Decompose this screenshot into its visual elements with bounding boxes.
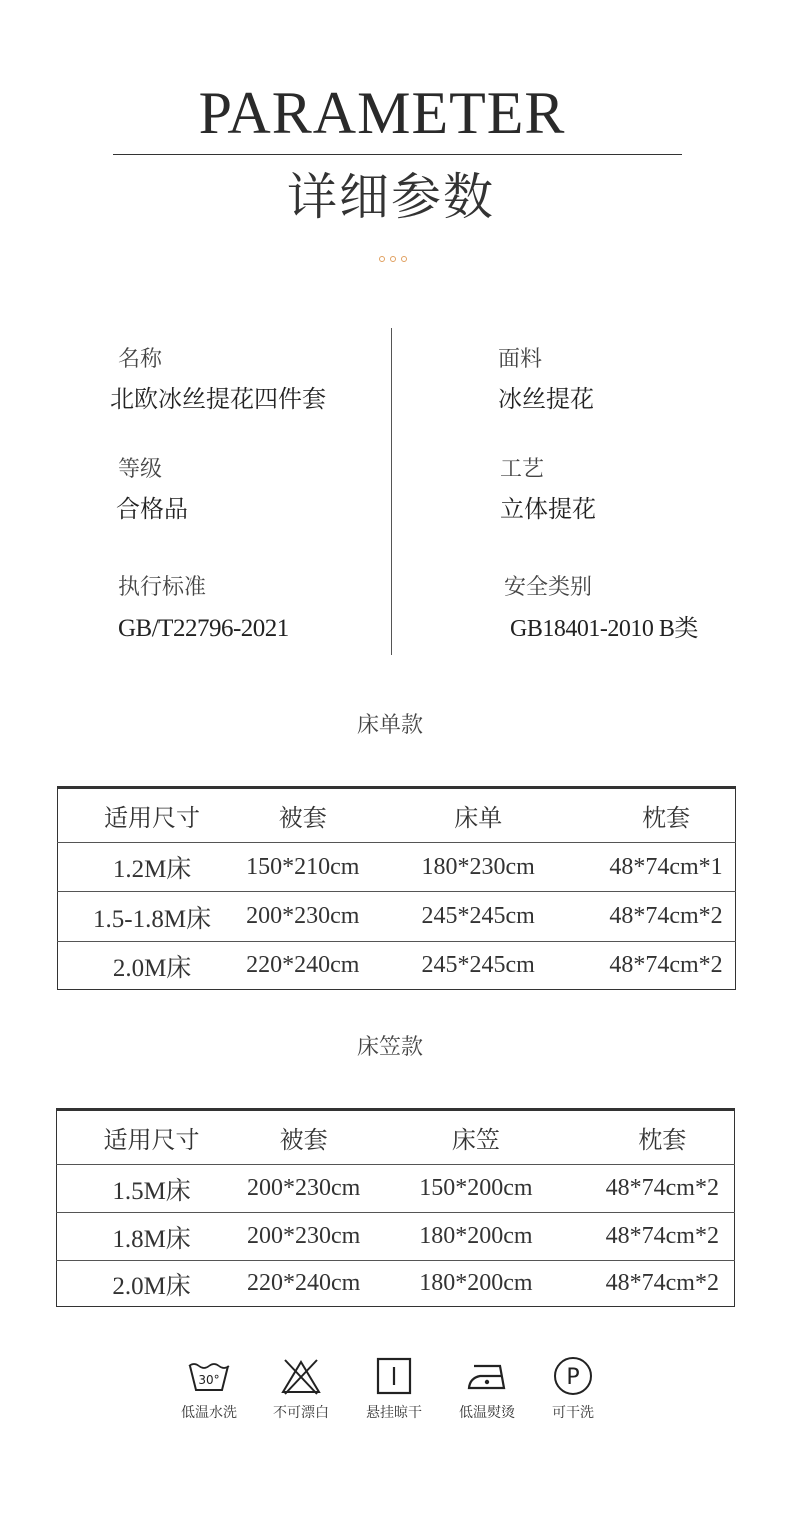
table-header-cell: 适用尺寸 <box>103 1126 200 1154</box>
spec-table-sheet <box>57 786 736 990</box>
page-title-en: PARAMETER <box>198 80 566 146</box>
care-label: 低温熨烫 <box>459 1405 515 1421</box>
param-grade <box>118 456 188 524</box>
param-craft <box>500 456 596 524</box>
table-cell: 150*200cm <box>361 1165 591 1213</box>
spec-table-fitted <box>56 1108 735 1307</box>
dot-icon <box>401 256 407 262</box>
care-label: 低温水洗 <box>181 1405 237 1421</box>
dry-clean-p-icon <box>550 1356 596 1396</box>
care-label: 可干洗 <box>552 1405 594 1421</box>
table-cell: 48*74cm*2 <box>591 1213 735 1261</box>
care-item-dry <box>349 1356 439 1422</box>
page-title-zh: 详细参数 <box>287 168 495 226</box>
section-title-sheet: 床单款 <box>356 713 423 738</box>
table-cell: 48*74cm*2 <box>597 942 736 990</box>
table-cell: 245*245cm <box>359 942 597 990</box>
table-cell: 2.0M床 <box>58 942 247 990</box>
param-value: GB/T22796-2021 <box>118 615 289 642</box>
table-header-cell: 被套 <box>278 804 327 832</box>
param-label: 工艺 <box>500 457 545 482</box>
param-label: 安全类别 <box>504 575 593 600</box>
care-instructions <box>0 1356 790 1436</box>
table-cell: 245*245cm <box>359 892 597 942</box>
table-cell: 150*210cm <box>246 843 359 892</box>
table-row <box>58 942 736 990</box>
table-cell: 1.8M床 <box>57 1213 247 1261</box>
table-cell: 48*74cm*1 <box>597 843 736 892</box>
care-item-iron <box>442 1356 532 1422</box>
table-header-cell: 适用尺寸 <box>104 804 201 832</box>
table-row <box>58 843 736 892</box>
table-row <box>57 1165 735 1213</box>
table-header-cell: 床笠 <box>451 1126 500 1154</box>
wash-30-icon <box>186 1356 232 1396</box>
param-value: GB18401-2010 B类 <box>510 616 698 642</box>
care-item-wash <box>164 1356 254 1422</box>
no-bleach-icon <box>278 1356 324 1396</box>
table-cell: 1.2M床 <box>58 843 247 892</box>
table-cell: 220*240cm <box>246 1261 361 1307</box>
dry-clean-letter: P <box>566 1365 580 1390</box>
param-value: 立体提花 <box>500 495 596 523</box>
param-value: 合格品 <box>116 495 188 523</box>
param-label: 等级 <box>118 457 163 482</box>
care-label: 不可漂白 <box>273 1405 329 1421</box>
table-row <box>58 892 736 942</box>
dot-icon <box>390 256 396 262</box>
dot-icon <box>379 256 385 262</box>
care-label: 悬挂晾干 <box>366 1405 422 1421</box>
table-cell: 1.5-1.8M床 <box>58 892 247 942</box>
table-cell: 200*230cm <box>246 1213 361 1261</box>
table-row <box>57 1213 735 1261</box>
param-divider <box>391 328 392 655</box>
table-cell: 200*230cm <box>246 1165 361 1213</box>
table-header-cell: 枕套 <box>638 1126 687 1154</box>
table-cell: 180*230cm <box>359 843 597 892</box>
section-title-fitted: 床笠款 <box>356 1035 423 1060</box>
param-value: 冰丝提花 <box>498 385 594 413</box>
table-row <box>57 1261 735 1307</box>
care-item-dryclean <box>528 1356 618 1422</box>
table-header-cell: 被套 <box>279 1126 328 1154</box>
table-header-cell: 床单 <box>454 804 503 832</box>
iron-low-icon <box>464 1356 510 1396</box>
table-header-row <box>58 788 736 843</box>
table-header-row <box>57 1110 735 1165</box>
param-fabric <box>498 346 594 414</box>
param-safety <box>504 574 698 644</box>
table-cell: 220*240cm <box>246 942 359 990</box>
param-value: 北欧冰丝提花四件套 <box>110 385 326 413</box>
table-cell: 48*74cm*2 <box>597 892 736 942</box>
care-item-bleach <box>256 1356 346 1422</box>
wash-temp-text: 30° <box>198 1373 220 1387</box>
param-name <box>110 346 326 414</box>
line-dry-icon <box>371 1356 417 1396</box>
table-cell: 1.5M床 <box>57 1165 247 1213</box>
title-divider <box>113 154 682 155</box>
table-cell: 180*200cm <box>361 1213 591 1261</box>
table-cell: 48*74cm*2 <box>591 1165 735 1213</box>
table-cell: 48*74cm*2 <box>591 1261 735 1307</box>
decorative-dots <box>379 256 409 264</box>
table-cell: 180*200cm <box>361 1261 591 1307</box>
param-standard <box>118 574 289 644</box>
table-header-cell: 枕套 <box>641 804 690 832</box>
table-cell: 200*230cm <box>246 892 359 942</box>
param-label: 面料 <box>498 347 543 372</box>
param-label: 执行标准 <box>118 575 207 600</box>
table-cell: 2.0M床 <box>57 1261 247 1307</box>
param-label: 名称 <box>118 347 163 372</box>
